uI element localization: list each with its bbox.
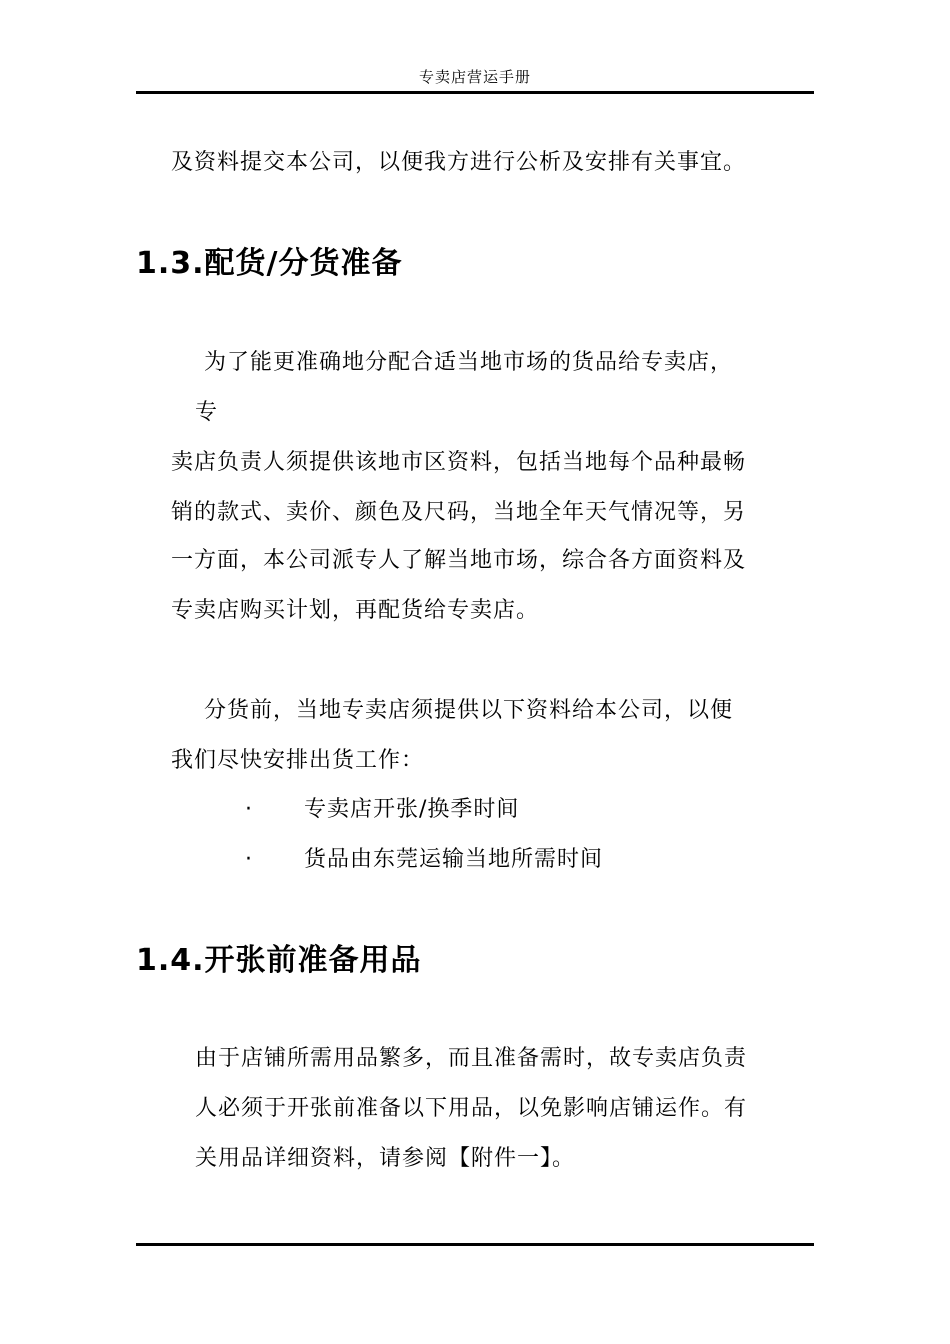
- paragraph-line: 为了能更准确地分配合适当地市场的货品给专卖店，: [204, 350, 734, 375]
- bullet-marker: ·: [245, 847, 252, 872]
- paragraph-line: 一方面，本公司派专人了解当地市场，综合各方面资料及: [171, 548, 747, 573]
- continuation-text: 及资料提交本公司，以便我方进行公析及安排有关事宜。: [171, 150, 747, 175]
- paragraph-line: 分货前，当地专卖店须提供以下资料给本公司，以便: [204, 698, 734, 723]
- header-rule: [136, 91, 814, 94]
- paragraph-line: 由于店铺所需用品繁多，而且准备需时，故专卖店负责: [195, 1046, 748, 1071]
- section-heading-1-3: 1.3.配货/分货准备: [136, 246, 403, 281]
- paragraph-line: 销的款式、卖价、颜色及尺码，当地全年天气情况等，另: [171, 500, 747, 525]
- paragraph-line: 人必须于开张前准备以下用品，以免影响店铺运作。有: [195, 1096, 748, 1121]
- section-heading-1-4: 1.4.开张前准备用品: [136, 943, 422, 978]
- list-item-text: 专卖店开张/换季时间: [304, 797, 520, 822]
- bullet-marker: ·: [245, 797, 252, 822]
- paragraph-line: 关用品详细资料，请参阅【附件一】。: [195, 1146, 576, 1171]
- footer-rule: [136, 1243, 814, 1246]
- page-header: 专卖店营运手册: [418, 68, 531, 86]
- list-item-text: 货品由东莞运输当地所需时间: [304, 847, 604, 872]
- paragraph-line: 我们尽快安排出货工作：: [171, 748, 425, 773]
- paragraph-line: 专卖店购买计划，再配货给专卖店。: [171, 598, 540, 623]
- paragraph-line: 专: [195, 400, 219, 425]
- paragraph-line: 卖店负责人须提供该地市区资料，包括当地每个品种最畅: [171, 450, 747, 475]
